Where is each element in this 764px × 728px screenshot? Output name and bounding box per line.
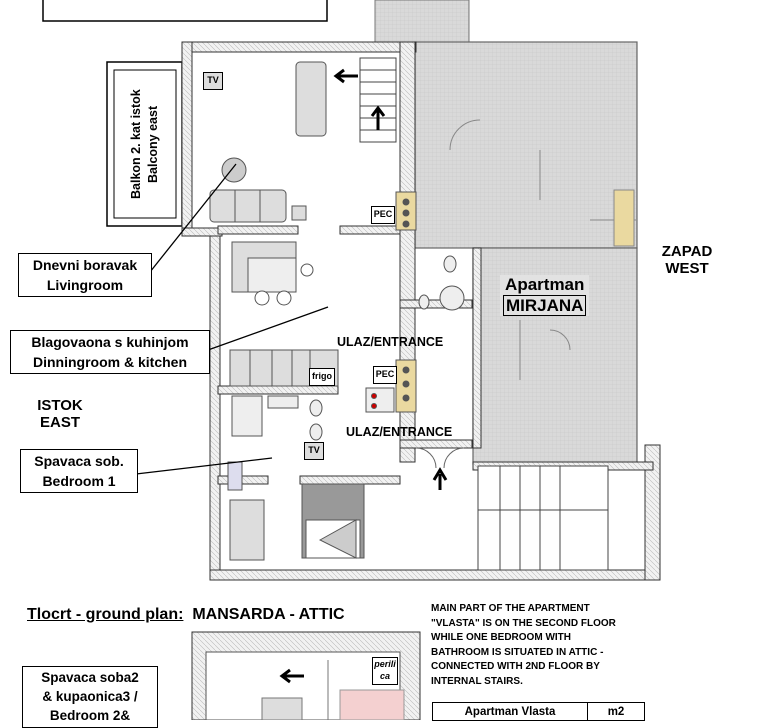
balcony-label: [128, 74, 164, 214]
east-label-line2: EAST: [39, 414, 80, 432]
east-label: [30, 397, 90, 432]
perilica-line1: perili: [374, 659, 396, 669]
heater-label-upper: PEC: [371, 206, 395, 224]
bedroom1-label-line2: Bedroom 1: [42, 473, 116, 489]
bedroom2-label-line3: Bedroom 2&: [49, 708, 131, 723]
area-table-header-row: [433, 703, 645, 721]
dining-kitchen-furniture: [230, 242, 338, 386]
balcony-label-line1: Balkon 2. kat istok: [129, 89, 143, 199]
bedroom2-label-line1: Spavaca soba2: [41, 670, 139, 685]
living-room-label: [18, 253, 152, 297]
roof-area-top: [375, 0, 469, 42]
top-title-box: [43, 0, 327, 21]
bedroom2-label-line2: & kupaonica3 /: [42, 689, 138, 704]
attic-title-right: MANSARDA - ATTIC: [192, 606, 345, 623]
west-label-line1: ZAPAD: [661, 243, 713, 260]
stairs-upper: [336, 58, 396, 142]
west-label: [652, 243, 722, 278]
tv-label-living: TV: [203, 72, 223, 90]
heater-label-lower: PEC: [373, 366, 397, 384]
washing-machine-label: [372, 657, 398, 685]
dining-kitchen-label: [10, 330, 210, 374]
west-label-line2: WEST: [665, 260, 709, 278]
attic-plan-title: [27, 606, 345, 624]
neighbour-apartment-label: [500, 275, 589, 316]
living-label-line1: Dnevni boravak: [32, 257, 138, 273]
entrance-label-bottom: ULAZ/ENTRANCE: [346, 425, 453, 439]
area-table: [432, 702, 645, 721]
dining-label-line2: Dinningroom & kitchen: [33, 354, 187, 370]
tv-label-bedroom: TV: [304, 442, 324, 460]
dining-label-line1: Blagovaona s kuhinjom: [31, 334, 189, 350]
living-furniture: [210, 62, 326, 222]
apartman-label-line2: MIRJANA: [503, 295, 586, 317]
living-label-line2: Livingroom: [46, 277, 124, 293]
attic-title-left: Tlocrt - ground plan:: [27, 606, 184, 623]
perilica-line2: ca: [379, 671, 390, 681]
apartment-note: MAIN PART OF THE APARTMENT "VLASTA" IS ON THE SECOND FLOOR WHILE ONE BEDROOM WITH BATHROOM IS SITUATED IN ATTIC - CONNECTED WITH 2ND FLOOR BY INTERNAL STAIRS.: [431, 603, 616, 687]
area-table-col2: m2: [588, 703, 645, 721]
neighbour-apartment: [415, 42, 637, 464]
stairs-lower: [416, 448, 608, 570]
east-label-line1: ISTOK: [37, 397, 83, 414]
bedroom2-label: [22, 666, 158, 728]
area-table-col1: Apartman Vlasta: [433, 703, 588, 721]
bedroom1-label: [20, 449, 138, 493]
apartman-label-line1: Apartman: [505, 275, 585, 294]
entrance-label-top: ULAZ/ENTRANCE: [337, 335, 444, 349]
bedroom1-label-line1: Spavaca sob.: [34, 453, 124, 469]
balcony-label-line2: Balcony east: [146, 105, 160, 183]
fridge-label: frigo: [309, 368, 335, 386]
